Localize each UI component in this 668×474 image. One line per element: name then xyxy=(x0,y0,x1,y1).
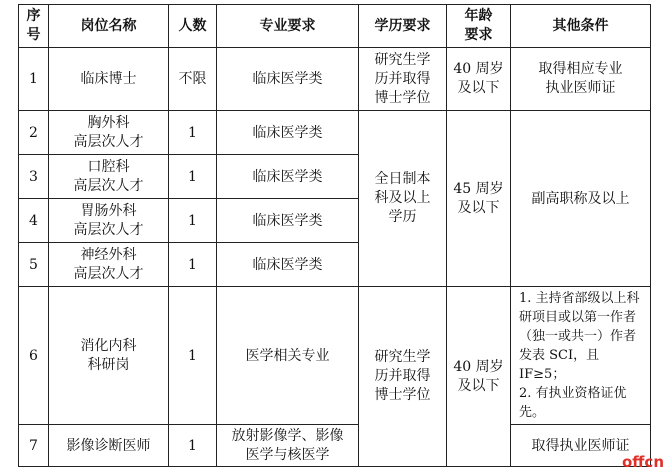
cell-position: 胃肠外科 高层次人才 xyxy=(49,199,169,243)
header-education: 学历要求 xyxy=(359,5,447,48)
cell-position: 影像诊断医师 xyxy=(49,425,169,467)
cell-age: 40 周岁 及以下 xyxy=(447,48,511,111)
cell-count: 1 xyxy=(169,111,217,155)
cell-major: 放射影像学、影像 医学与核医学 xyxy=(217,425,359,467)
cell-major: 医学相关专业 xyxy=(217,287,359,425)
cell-seq: 7 xyxy=(19,425,49,467)
cell-count: 1 xyxy=(169,243,217,287)
cell-seq: 3 xyxy=(19,155,49,199)
table-row xyxy=(19,287,651,425)
cell-major: 临床医学类 xyxy=(217,243,359,287)
cell-count: 1 xyxy=(169,199,217,243)
cell-count: 不限 xyxy=(169,48,217,111)
cell-other-merged: 副高职称及以上 xyxy=(511,111,651,287)
header-row xyxy=(19,5,651,48)
cell-other-conditions: 1. 主持省部级以上科 研项目或以第一作者 （独一或共一）作者 发表 SCI，且 IF≥5； 2. 有执业资格证优 先。 xyxy=(511,287,651,425)
cell-position: 口腔科 高层次人才 xyxy=(49,155,169,199)
cell-other: 取得相应专业 执业医师证 xyxy=(511,48,651,111)
cell-count: 1 xyxy=(169,425,217,467)
cell-major: 临床医学类 xyxy=(217,111,359,155)
header-seq: 序 号 xyxy=(19,5,49,48)
header-position: 岗位名称 xyxy=(49,5,169,48)
table-row xyxy=(19,48,651,111)
cell-count: 1 xyxy=(169,287,217,425)
cell-education-merged: 全日制本 科及以上 学历 xyxy=(359,111,447,287)
header-other: 其他条件 xyxy=(511,5,651,48)
table-row xyxy=(19,425,651,467)
cell-seq: 2 xyxy=(19,111,49,155)
cell-position: 神经外科 高层次人才 xyxy=(49,243,169,287)
cell-seq: 6 xyxy=(19,287,49,425)
table-row xyxy=(19,111,651,155)
header-count: 人数 xyxy=(169,5,217,48)
cell-position: 胸外科 高层次人才 xyxy=(49,111,169,155)
cell-age-merged: 45 周岁 及以下 xyxy=(447,111,511,287)
header-major: 专业要求 xyxy=(217,5,359,48)
cell-major: 临床医学类 xyxy=(217,199,359,243)
cell-seq: 1 xyxy=(19,48,49,111)
cell-position: 临床博士 xyxy=(49,48,169,111)
cell-major: 临床医学类 xyxy=(217,155,359,199)
recruitment-table xyxy=(18,4,651,467)
watermark-logo: offcn xyxy=(621,453,664,471)
cell-position: 消化内科 科研岗 xyxy=(49,287,169,425)
cell-age-merged: 40 周岁 及以下 xyxy=(447,287,511,467)
cell-education-merged: 研究生学 历并取得 博士学位 xyxy=(359,287,447,467)
cell-major: 临床医学类 xyxy=(217,48,359,111)
cell-seq: 5 xyxy=(19,243,49,287)
cell-education: 研究生学 历并取得 博士学位 xyxy=(359,48,447,111)
cell-other: 取得执业医师证 xyxy=(511,425,651,467)
cell-count: 1 xyxy=(169,155,217,199)
cell-seq: 4 xyxy=(19,199,49,243)
header-age: 年龄 要求 xyxy=(447,5,511,48)
